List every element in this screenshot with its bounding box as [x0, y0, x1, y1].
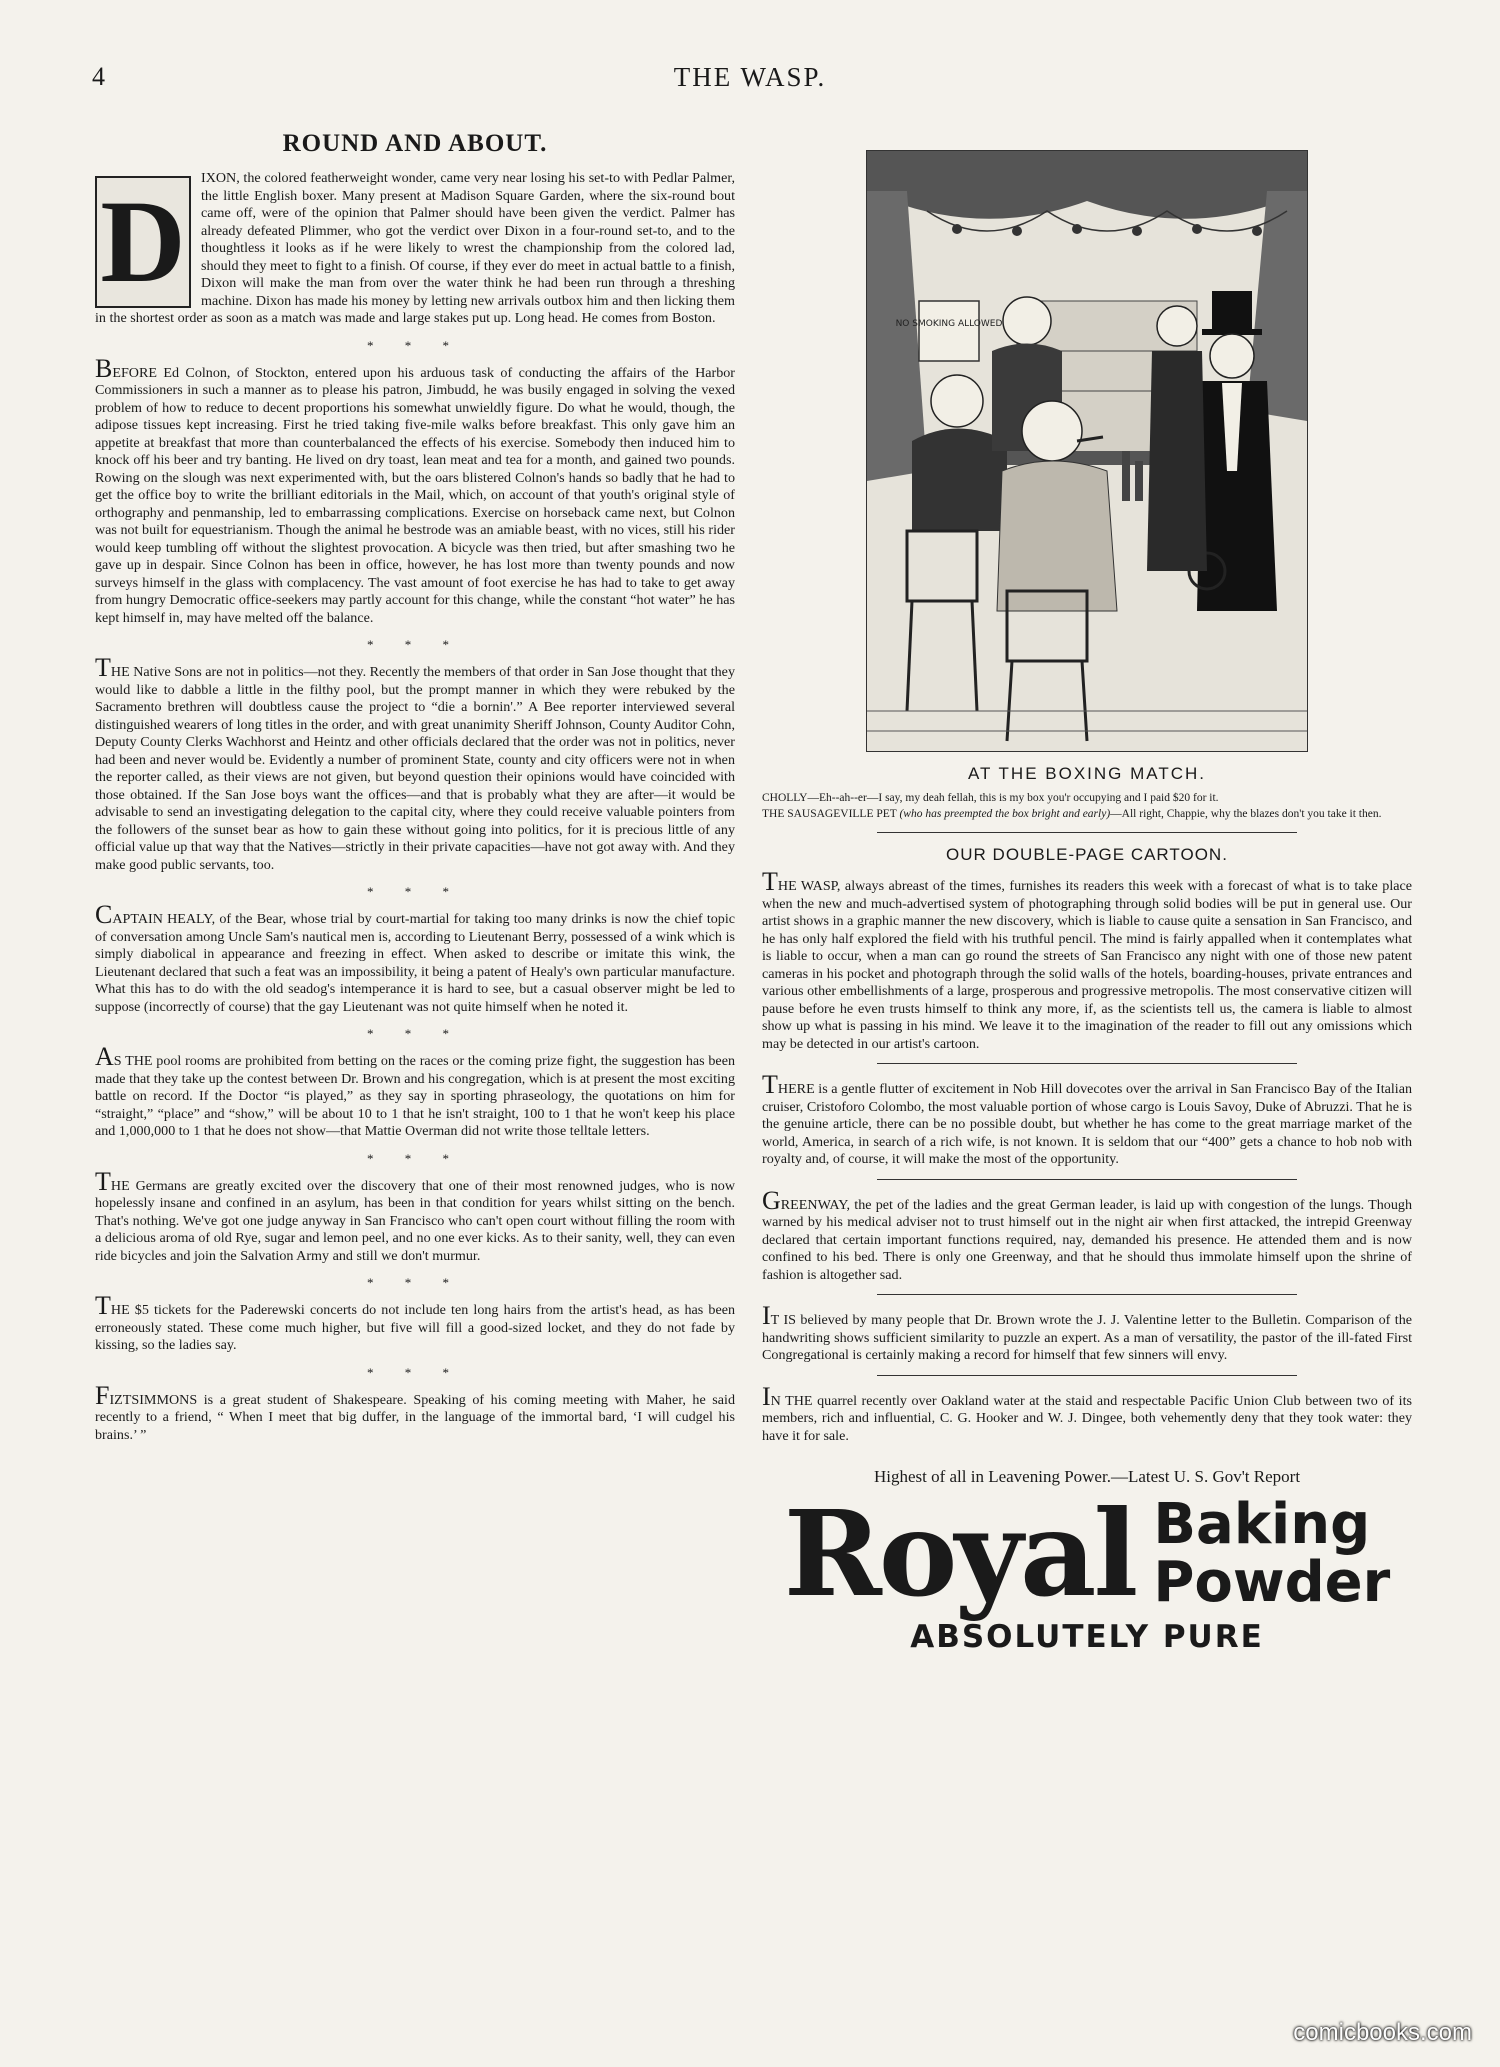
separator-stars: * * * [367, 1026, 463, 1041]
article-germans [95, 1166, 735, 1266]
article-germans-text: HE Germans are greatly excited over the discovery that one of their most renowned judges, who is now hopelessly insane and confined in an asylum, has been in that condition for years whilst sitting on the bench. That's nothing. We've got one judge anyway in San Francisco who can't open court without filling the room with a delicious aroma of old Rye, sugar and lemon peel, and no one ever kicks. As to their sanity, well, they can even ride bicycles and join the Salvation Army and still we don't murmur. [95, 1177, 735, 1264]
initial-letter: I [762, 1381, 771, 1411]
divider [877, 1063, 1297, 1064]
masthead: THE WASP. [673, 62, 827, 92]
article-colnon-text: EFORE Ed Colnon, of Stockton, entered upon his arduous task of conducting the affairs of the Harbor Commissioners in such a manner as to please his patron, Jimbudd, he was busily engaged in solving the vexed problem of how to reduce to decent proportions his somewhat unwieldly figure. Do what he would, though, the adipose tissues kept increasing. First he tried taking five-mile walks before breakfast. This only gave him an appetite at breakfast that more than counterbalanced the effects of his exercise. Somebody then induced him to knock off his beer and try banting. He lived on dry toast, lean meat and tea for a month, and gained two pounds. Rowing on the slough was next experimented with, but the oars blistered Colnon's hands so badly that he had to get the office boy to write the brilliant editorials in the Mail, which, on account of that youth's original style of orthography and penmanship, led to embarrassing complications. Exercise on horseback came next, but Colnon was not built for equestrianism. Though the animal he bestrode was an amiable beast, with no vices, still his rider would keep tumbling off without the slightest provocation. A bicycle was then tried, but after smashing two he gave up in despair. Since Colnon has been in office, however, he has lost more than twenty pounds and now surveys himself in the glass with complacency. The vast amount of foot exercise he has had to take to get away from hungry Democratic office-seekers may partly account for this change, while the constant “hot water” he has kept himself in, may have melted off the balance. [95, 364, 735, 626]
article-oakland-text: N THE quarrel recently over Oakland water at the staid and respectable Pacific Union Club between two of its members, rich and influential, C. G. Hooker and W. J. Dingee, both vehemently deny that they took water: they have it for sale. [762, 1392, 1412, 1444]
article-double-page-text: HE WASP, always abreast of the times, furnishes its readers this week with a forecast of what is to take place when the new and much-advertised system of photographing through solid bodies will be put in general use. Our artist shows in a graphic manner the new discovery, which is liable to cause quite a sensation in San Francisco, and he has only half explored the field with his truthful pencil. The mind is fairly appalled when it contemplates what is liable to occur, when a man can go round the streets of San Francisco any night with one of those new patent cameras in his pocket and photograph through the solid walls of the hotels, boarding-houses, private entrances and various other embellishments of a large, prosperous and progressive metropolis. The most conservative citizen will pause before he even trusts himself to think any more, if, as the scientists tell us, the camera is liable to almost show up what is passing in his mind. We leave it to the imagination of the reader to fill out any omissions which may be detected in our artist's cartoon. [762, 878, 1412, 1052]
initial-letter: T [95, 1166, 111, 1196]
article-paderewski-text: HE $5 tickets for the Paderewski concerts do not include ten long hairs from the artist's head, as has been erroneously stated. These come much higher, but five will fill a good-sized locket, and they do not fade by kissing, so the ladies say. [95, 1302, 735, 1353]
section-heading-double-page-cartoon: OUR DOUBLE-PAGE CARTOON. [946, 845, 1228, 864]
speaker-pet: THE SAUSAGEVILLE PET [762, 808, 897, 820]
pet-line: —All right, Chappie, why the blazes don't you take it then. [1110, 808, 1382, 820]
article-native-sons [95, 653, 735, 874]
royal-baking-powder-ad [762, 1467, 1412, 1655]
ad-product-line-1: Baking [1153, 1492, 1371, 1557]
ornamental-dropcap [95, 176, 191, 308]
cartoon-caption-cholly [762, 790, 1412, 806]
initial-letter: B [95, 353, 113, 383]
dropcap-letter: D [100, 176, 186, 307]
article-pool-rooms [95, 1042, 735, 1141]
article-nob-hill-text: HERE is a gentle flutter of excitement in Nob Hill dovecotes over the arrival in San Francisco Bay of the Italian cruiser, Cristoforo Colombo, the most valuable portion of whose cargo is Louis Savoy, Duke of Abruzzi. That he is the genuine article, there can be no possible doubt, but whether he has come to the great marriage market of the world, America, in search of a rich wife, is not known. It is seldom that our “400” gets a chance to hob nob with royalty and, of course, it will make the most of the opportunity. [762, 1081, 1412, 1167]
article-healy [95, 900, 735, 1016]
ad-brand-royal: Royal [783, 1484, 1136, 1623]
article-native-sons-text: HE Native Sons are not in politics—not they. Recently the members of that order in San Jose thought that they would like to dabble a little in the filthy pool, but the prompt manner in which they were rebuked by the Sacramento brethren will doubtless cause the project to “die a bornin'.” A Bee reporter interviewed several distinguished wearers of long titles in the order, and with great unanimity Sheriff Johnson, County Auditor Cohn, Deputy County Clerks Wachhorst and Heintz and other officials declared that the order was not in politics, never had been and never would be. Evidently a number of prominent State, county and city officers were not in when the reporter called, as their views are not given, but beyond question their opinions would have coincided with those obtained. If the San Jose boys want the offices—and that is probably what they are after—it would be advisable to send an investigating delegation to the capital city, where they could receive valuable pointers from the followers of the sunset bear as how to gain these without going into politics, for it is precious little of any official value up that way that the Natives—strictly in their private capacities—have not got away with. And they make good public servants, too. [95, 664, 735, 873]
ad-brand-block [762, 1484, 1412, 1623]
article-double-page [762, 867, 1412, 1053]
section-heading-round-and-about: ROUND AND ABOUT. [282, 130, 548, 157]
article-healy-text: APTAIN HEALY, of the Bear, whose trial by court-martial for taking too many drinks is now the chief topic of conversation among Uncle Sam's nautical men is, according to Lieutenant Berry, possessed of a wink which is simply diabolical in appearance and freezing in effect. When asked to describe or imitate this wink, the Lieutenant declared that such a feat was an impossibility, it being a patent of Healy's own particular manufacture. What this has to do with the old seadog's intemperance it is hard to see, but a casual observer might be led to suppose (incorrectly of course) that the gay Lieutenant was not quite himself when he noted it. [95, 911, 735, 1015]
ad-absolutely-pure: ABSOLUTELY PURE [910, 1619, 1264, 1655]
cartoon-title: AT THE BOXING MATCH. [967, 764, 1207, 783]
pet-aside: (who has preempted the box bright and early) [899, 808, 1111, 820]
initial-letter: T [762, 867, 778, 896]
separator-stars: * * * [367, 337, 463, 353]
initial-letter: F [95, 1380, 110, 1410]
cartoon-caption-pet [762, 806, 1412, 822]
ad-product-name [1153, 1492, 1391, 1615]
divider [877, 832, 1297, 833]
right-column [762, 150, 1412, 1655]
separator-stars: * * * [367, 884, 463, 899]
ad-tagline: Highest of all in Leavening Power.—Latest U. S. Gov't Report [873, 1467, 1301, 1486]
article-fitzsimmons [95, 1380, 735, 1445]
initial-letter: G [762, 1185, 781, 1215]
divider [877, 1375, 1297, 1376]
wall-sign-text: NO SMOKING ALLOWED [895, 319, 1003, 329]
boxing-match-illustration [866, 150, 1308, 752]
boxing-match-drawing [867, 151, 1307, 751]
article-brown [762, 1301, 1412, 1365]
article-pool-rooms-text: S THE pool rooms are prohibited from betting on the races or the coming prize fight, the suggestion has been made that they take up the contest between Dr. Brown and his congregation, which is at present the most exciting battle on record. If the Doctor “is played,” as they say in sporting phraseology, the quotations on him for “straight,” “place” and “show,” will be about 10 to 1 that he isn't straight, 100 to 1 that he won't keep his place and 1,000,000 to 1 that he does not show—that Mattie Overman did not write those telltale letters. [95, 1053, 735, 1139]
left-column [95, 130, 735, 1444]
initial-letter: A [95, 1042, 114, 1071]
divider [877, 1294, 1297, 1295]
ad-product-line-2: Powder [1153, 1550, 1391, 1615]
article-fitzsimmons-text: IZTSIMMONS is a great student of Shakespeare. Speaking of his coming meeting with Maher, he said recently to a friend, “ When I meet that big duffer, in the language of the immortal bard, ‘I will cudgel his brains.’ ” [95, 1391, 735, 1443]
initial-letter: C [95, 900, 113, 929]
article-paderewski [95, 1291, 735, 1355]
speaker-cholly: CHOLLY [762, 792, 808, 804]
article-greenway [762, 1185, 1412, 1285]
article-oakland [762, 1381, 1412, 1446]
article-nob-hill [762, 1070, 1412, 1169]
initial-letter: T [95, 653, 111, 682]
page-number: 4 [92, 62, 105, 91]
separator-stars: * * * [367, 1150, 463, 1166]
article-brown-text: T IS believed by many people that Dr. Brown wrote the J. J. Valentine letter to the Bulletin. Comparison of the handwriting shows sufficient similarity to puzzle an expert. As a man of versatility, the pastor of the ill-fated First Congregational is certainly making a record for himself that few sinners will envy. [762, 1312, 1412, 1363]
separator-stars: * * * [367, 1364, 463, 1380]
cholly-line: —Eh--ah--er—I say, my deah fellah, this is my box you'r occupying and I paid $20 for it. [807, 792, 1219, 804]
initial-letter: T [762, 1070, 778, 1099]
separator-stars: * * * [367, 1275, 463, 1290]
site-watermark: comicbooks.com [1293, 2019, 1472, 2046]
article-dixon [95, 170, 735, 328]
article-dixon-text: IXON, the colored featherweight wonder, came very near losing his set-to with Pedlar Palmer, the little English boxer. Many present at Madison Square Garden, where the six-round bout came off, were of the opinion that Palmer should have been given the verdict. Palmer has already defeated Plimmer, who got the verdict over Dixon in a four-round set-to, and to the thoughtless it looks as if he were likely to wrest the championship from the colored lad, should they meet to fight to a finish. Of course, if they ever do meet in actual battle to a finish, Dixon will make the man from over the water think he had been run through a threshing machine. Dixon has made his money by letting new arrivals outbox him and then licking them in the shortest order as soon as a match was made and large stakes put up. Long head. He comes from Boston. [95, 170, 735, 326]
divider [877, 1179, 1297, 1180]
initial-letter: T [95, 1291, 111, 1320]
wall-sign [919, 301, 979, 361]
article-colnon [95, 353, 735, 628]
initial-letter: I [762, 1301, 771, 1330]
separator-stars: * * * [367, 637, 463, 652]
article-greenway-text: REENWAY, the pet of the ladies and the great German leader, is laid up with congestion of the lungs. Though warned by his medical adviser not to trust himself out in the night air when first attacked, the intrepid Greenway declared that certain important functions required, nay, demanded his presence. He attended them and is now confined to his bed. There is only one Greenway, and that he should thus immolate himself upon the shrine of fashion is altogether sad. [762, 1196, 1412, 1283]
